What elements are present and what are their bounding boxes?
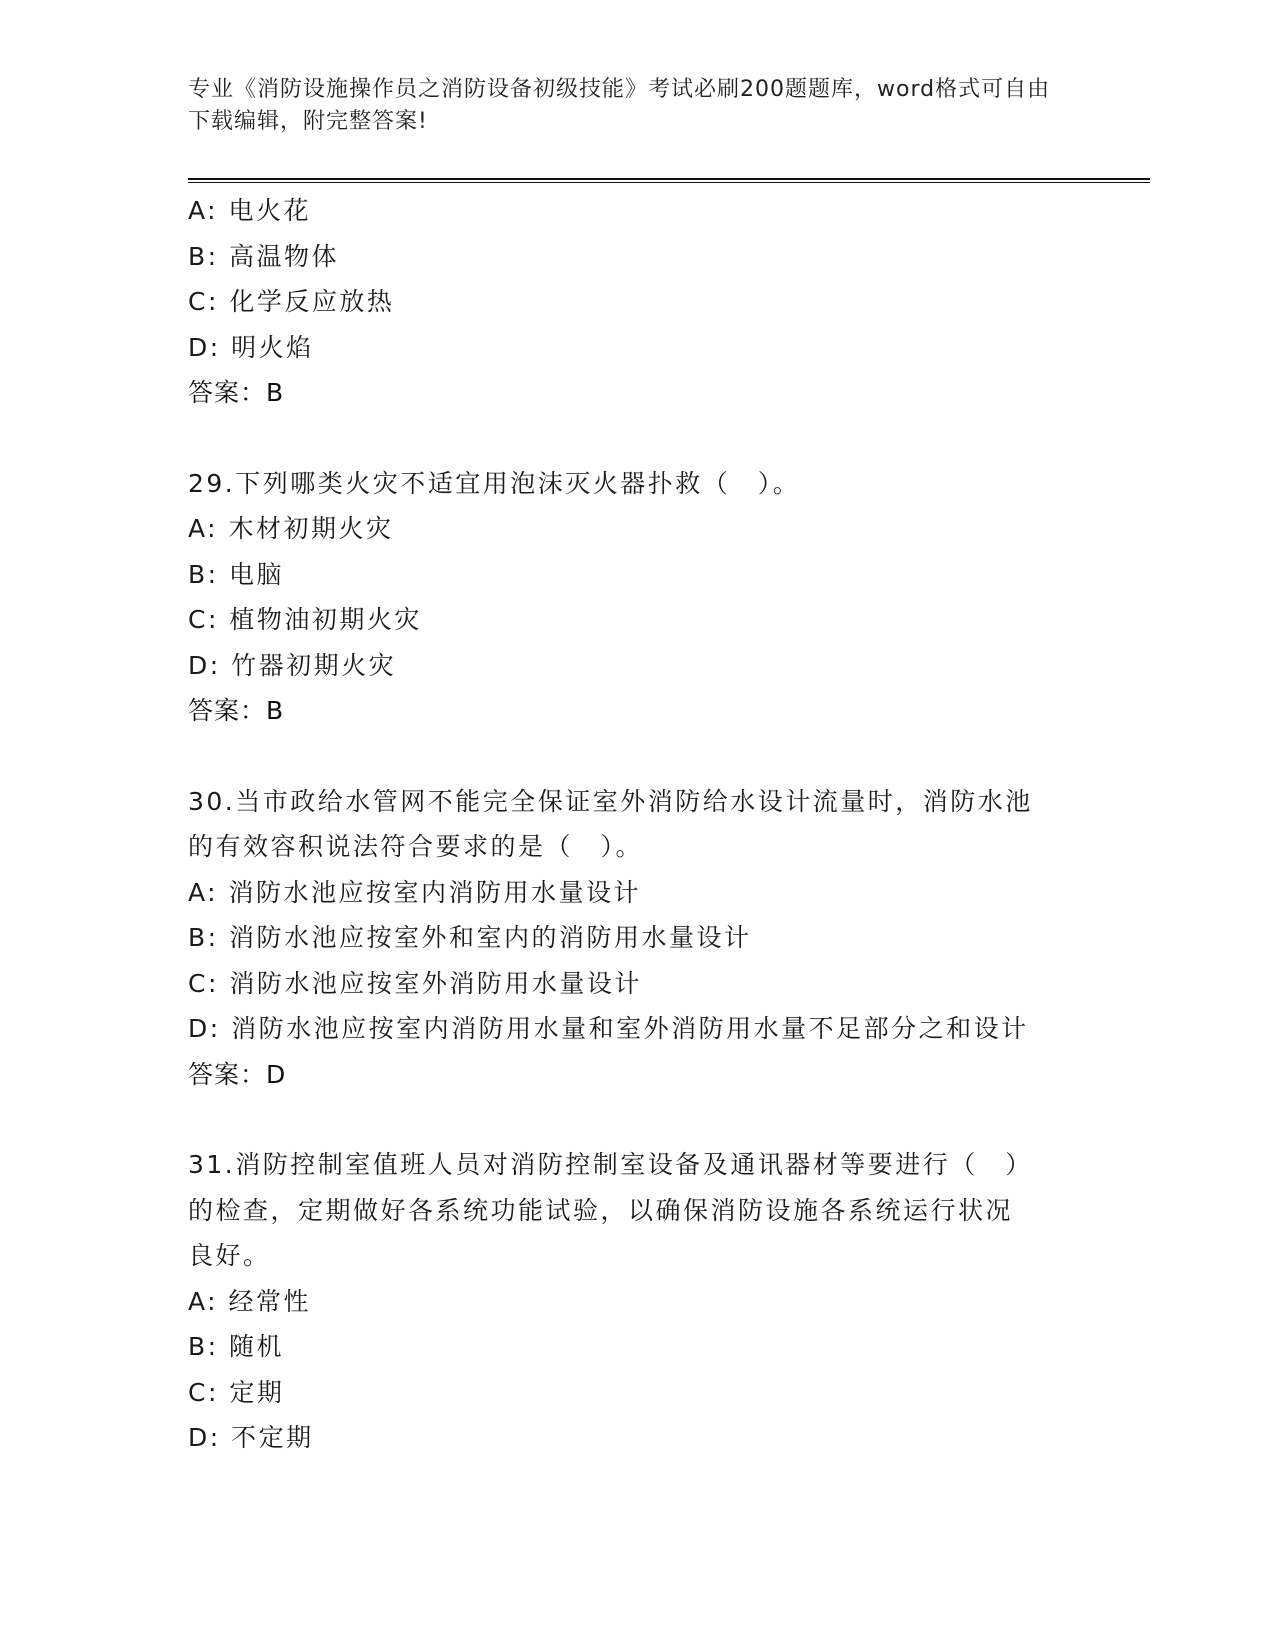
answer-line: 答案：D <box>188 1059 287 1089</box>
document-header: 专业《消防设施操作员之消防设备初级技能》考试必刷200题题库，word格式可自由下载编辑，附完整答案! <box>188 77 1051 134</box>
option-a: A: 消防水池应按室内消防用水量设计 <box>188 877 642 907</box>
spacer <box>188 734 1148 779</box>
question-28-continued <box>188 188 1148 416</box>
option-c: C: 定期 <box>188 1377 285 1407</box>
option-c: C: 化学反应放热 <box>188 287 395 316</box>
header-divider-thick <box>188 178 1150 180</box>
answer-line: 答案：B <box>188 378 285 407</box>
option-a: A: 经常性 <box>188 1286 312 1316</box>
option-a: A: 电火花 <box>188 196 312 225</box>
option-c: C: 植物油初期火灾 <box>188 605 422 634</box>
question-stem: 31.消防控制室值班人员对消防控制室设备及通讯器材等要进行（ ）的检查，定期做好各系统功能试验，以确保消防设施各系统运行状况良好。 <box>188 1150 1033 1270</box>
spacer <box>188 1097 1148 1142</box>
option-d: D: 不定期 <box>188 1423 314 1452</box>
header-divider-thin <box>188 182 1150 183</box>
question-stem: 29.下列哪类火灾不适宜用泡沫灭火器扑救（ ）。 <box>188 468 801 498</box>
question-stem: 30.当市政给水管网不能完全保证室外消防给水设计流量时，消防水池的有效容积说法符合要求的是（ ）。 <box>188 786 1033 861</box>
option-a: A: 木材初期火灾 <box>188 514 394 543</box>
option-b: B: 高温物体 <box>188 241 340 271</box>
option-b: B: 随机 <box>188 1332 285 1361</box>
question-30 <box>188 779 1148 1098</box>
question-list <box>188 188 1148 1461</box>
option-d: D: 竹器初期火灾 <box>188 650 397 680</box>
option-d: D: 明火焰 <box>188 332 314 362</box>
question-31 <box>188 1142 1148 1461</box>
option-d: D: 消防水池应按室内消防用水量和室外消防用水量不足部分之和设计 <box>188 1014 1029 1043</box>
spacer <box>188 416 1148 461</box>
option-b: B: 电脑 <box>188 559 285 589</box>
question-29 <box>188 461 1148 734</box>
option-b: B: 消防水池应按室外和室内的消防用水量设计 <box>188 923 752 952</box>
option-c: C: 消防水池应按室外消防用水量设计 <box>188 968 642 998</box>
answer-line: 答案：B <box>188 696 285 725</box>
